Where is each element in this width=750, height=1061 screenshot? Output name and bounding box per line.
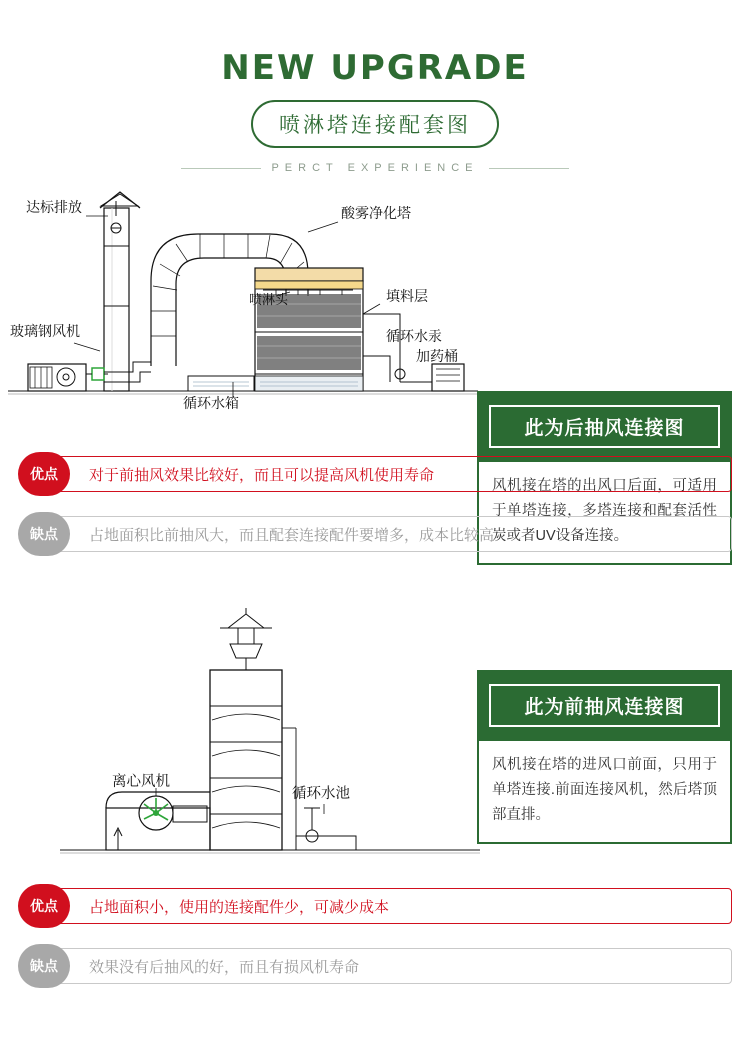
diagram-rear-draft-svg [8,186,478,426]
page-title: NEW UPGRADE [221,48,529,88]
label-tower: 酸雾净化塔 [341,205,411,221]
label-centrifugal-fan: 离心风机 [112,774,170,790]
panel-front-draft-title: 此为前抽风连接图 [489,684,720,727]
title-badge-label: 喷淋塔连接配套图 [279,114,471,137]
label-packing: 填料层 [386,288,428,304]
con-badge-1: 缺点 [18,512,70,556]
page-subtitle: PERCT EXPERIENCE [271,162,479,174]
diagram-rear-draft [8,186,478,426]
label-dosing: 加药桶 [416,348,458,364]
label-frp-fan: 玻璃钢风机 [10,323,80,339]
pro-badge-1: 优点 [18,452,70,496]
panel-rear-draft-body: 风机接在塔的出风口后面，可适用于单塔连接，多塔连接和配套活性炭或者UV设备连接。 [492,478,717,544]
section-rear-draft [0,186,750,556]
diagram-front-draft-svg [60,608,480,878]
pro-text-1: 对于前抽风效果比较好，而且可以提高风机使用寿命 [54,456,732,492]
con-row-2 [18,944,732,988]
label-water-pool: 循环水池 [292,786,350,802]
divider-left [181,168,261,169]
label-water-tank: 循环水箱 [183,395,239,411]
divider-right [489,168,569,169]
con-text-2: 效果没有后抽风的好，而且有损风机寿命 [54,948,732,984]
subtitle-row [0,162,750,174]
con-badge-2: 缺点 [18,944,70,988]
section-front-draft [0,608,750,988]
page-header [0,0,750,174]
label-water-pump: 循环水汞 [386,328,442,344]
label-nozzle: 喷淋头 [249,292,289,307]
pro-row-1 [18,452,732,496]
panel-rear-draft-title: 此为后抽风连接图 [489,405,720,448]
pro-row-2 [18,884,732,928]
pro-text-2: 占地面积小，使用的连接配件少，可减少成本 [54,888,732,924]
con-text-1: 占地面积比前抽风大，而且配套连接配件要增多，成本比较高 [54,516,732,552]
panel-front-draft [477,670,732,844]
label-exhaust: 达标排放 [26,199,82,215]
pro-badge-2: 优点 [18,884,70,928]
diagram-front-draft [60,608,530,878]
panel-front-draft-body: 风机接在塔的进风口前面，只用于单塔连接.前面连接风机，然后塔顶部直排。 [492,757,717,823]
con-row-1 [18,512,732,556]
panel-front-draft-head [479,672,730,741]
title-badge [251,100,499,148]
